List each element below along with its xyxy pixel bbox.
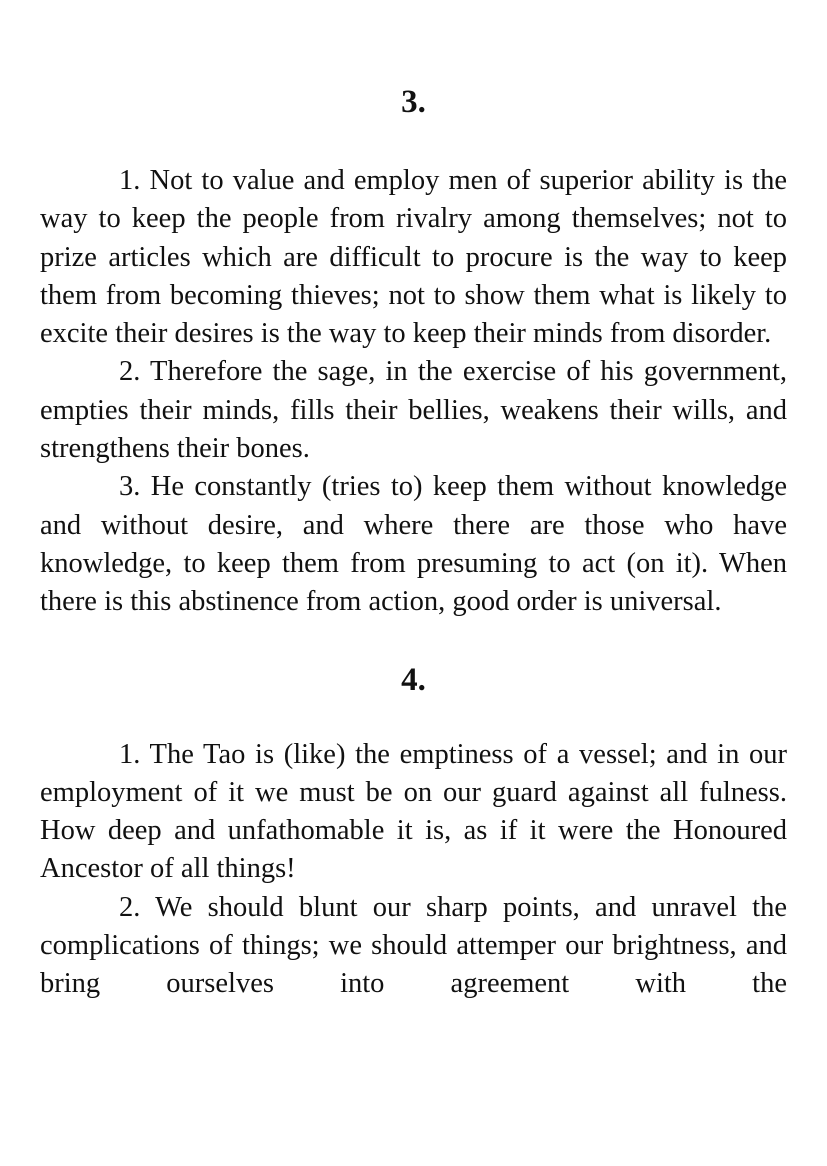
- paragraph-4-1: 1. The Tao is (like) the emptiness of a vessel; and in our employment of it we must be on our guard against all fulness. How deep and unfathomable it is, as if it were the Honoured Ancestor of all things!: [40, 738, 787, 885]
- paragraph-4-2: 2. We should blunt our sharp points, and unravel the complications of things; we should attemper our brightness, and bring ourselves into agreement with the: [40, 891, 787, 1000]
- section-heading-4: 4.: [401, 661, 426, 698]
- paragraph-3-3: 3. He constantly (tries to) keep them without knowledge and without desire, and where there are those who have knowledge, to keep them from presuming to act (on it). When there is this abstinence from action, good order is universal.: [40, 471, 787, 618]
- paragraph-3-1: 1. Not to value and employ men of superior ability is the way to keep the people from rivalry among themselves; not to prize articles which are difficult to procure is the way to keep them from becoming thieves; not to show them what is likely to excite their desires is the way to keep their minds from disorder.: [40, 165, 787, 350]
- document-page: [40, 0, 787, 1004]
- paragraph-3-2: 2. Therefore the sage, in the exercise of his government, empties their minds, fills their bellies, weakens their wills, and strengthens their bones.: [40, 356, 787, 465]
- section-heading-3: 3.: [401, 84, 426, 120]
